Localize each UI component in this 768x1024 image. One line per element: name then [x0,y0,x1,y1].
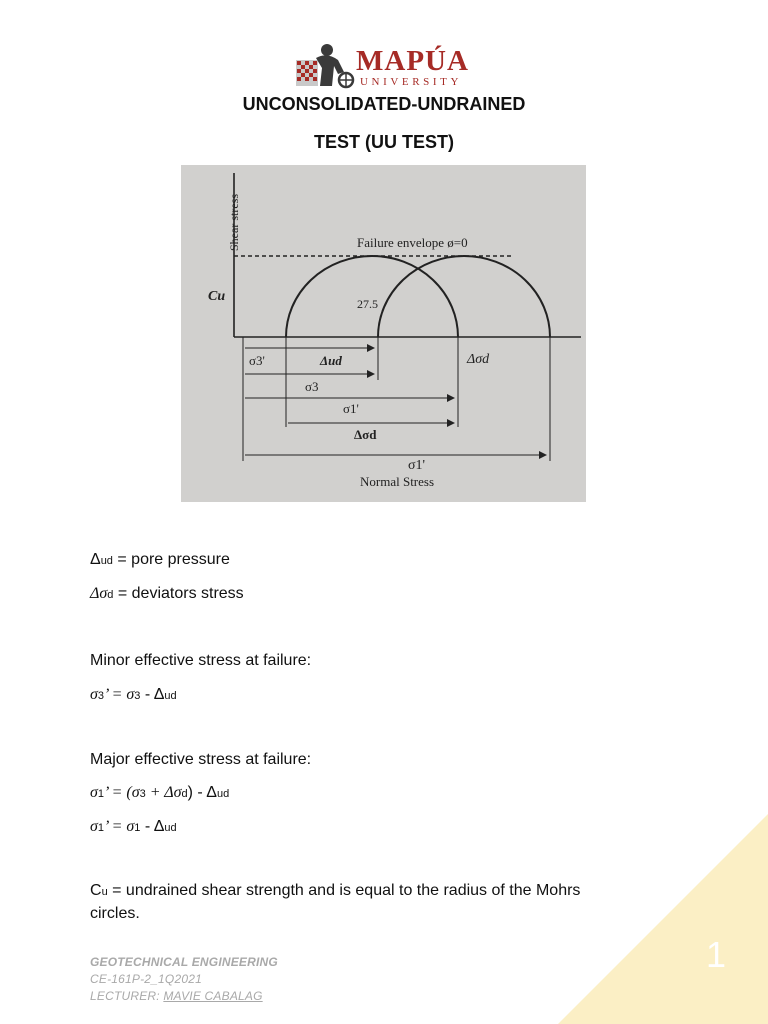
mohr-circle-effective [378,256,550,337]
logo-emblem-icon [294,42,356,90]
footer-code: CE-161P-2_1Q2021 [90,972,202,986]
major-stress-equation-2: σ1’ = σ1 - Δud [90,818,177,835]
label-sigma3: σ3 [305,379,319,394]
logo-subtitle: UNIVERSITY [360,76,462,88]
label-delta-sigma-d: Δσd [354,427,377,442]
y-axis-label: Shear stress [227,194,241,251]
label-delta-sigma-d-right: Δσd [467,352,490,367]
minor-stress-equation: σ3’ = σ3 - Δud [90,686,177,703]
cu-definition-line-2: circles. [90,905,140,922]
definition-pore-pressure: Δud = pore pressure [90,551,230,568]
footer-lecturer: LECTURER: MAVIE CABALAG [90,989,263,1003]
logo-wordmark: MAPÚA [356,45,469,77]
envelope-label: Failure envelope ø=0 [357,235,468,250]
mohr-circle-figure [181,165,586,502]
major-stress-equation-1: σ1’ = (σ3 + Δσd) - Δud [90,784,230,801]
page-title-line-1: UNCONSOLIDATED-UNDRAINED [242,94,526,114]
x-axis-label: Normal Stress [360,474,435,489]
minor-stress-heading: Minor effective stress at failure: [90,652,312,669]
label-sigma1-prime-bottom: σ1' [408,458,426,473]
lecturer-link[interactable]: MAVIE CABALAG [163,989,263,1003]
footer-course: GEOTECHNICAL ENGINEERING [90,955,278,969]
page-number: 1 [705,934,726,975]
label-delta-ud: Δud [320,353,342,368]
university-logo [294,42,474,90]
major-stress-heading: Major effective stress at failure: [90,751,312,768]
cu-definition-line-1: Cu = undrained shear strength and is equal to the radius of the Mohrs [90,882,581,899]
label-sigma1-prime: σ1' [343,401,359,416]
mohr-circle-diagram [181,165,586,502]
cu-label: Cu [208,289,226,304]
label-sigma3-prime: σ3' [249,353,265,368]
value-label: 27.5 [357,297,378,311]
definition-deviator-stress: Δσd = deviators stress [90,585,244,602]
page-corner-decoration [558,814,768,1024]
page-title-line-2: TEST (UU TEST) [314,132,454,152]
